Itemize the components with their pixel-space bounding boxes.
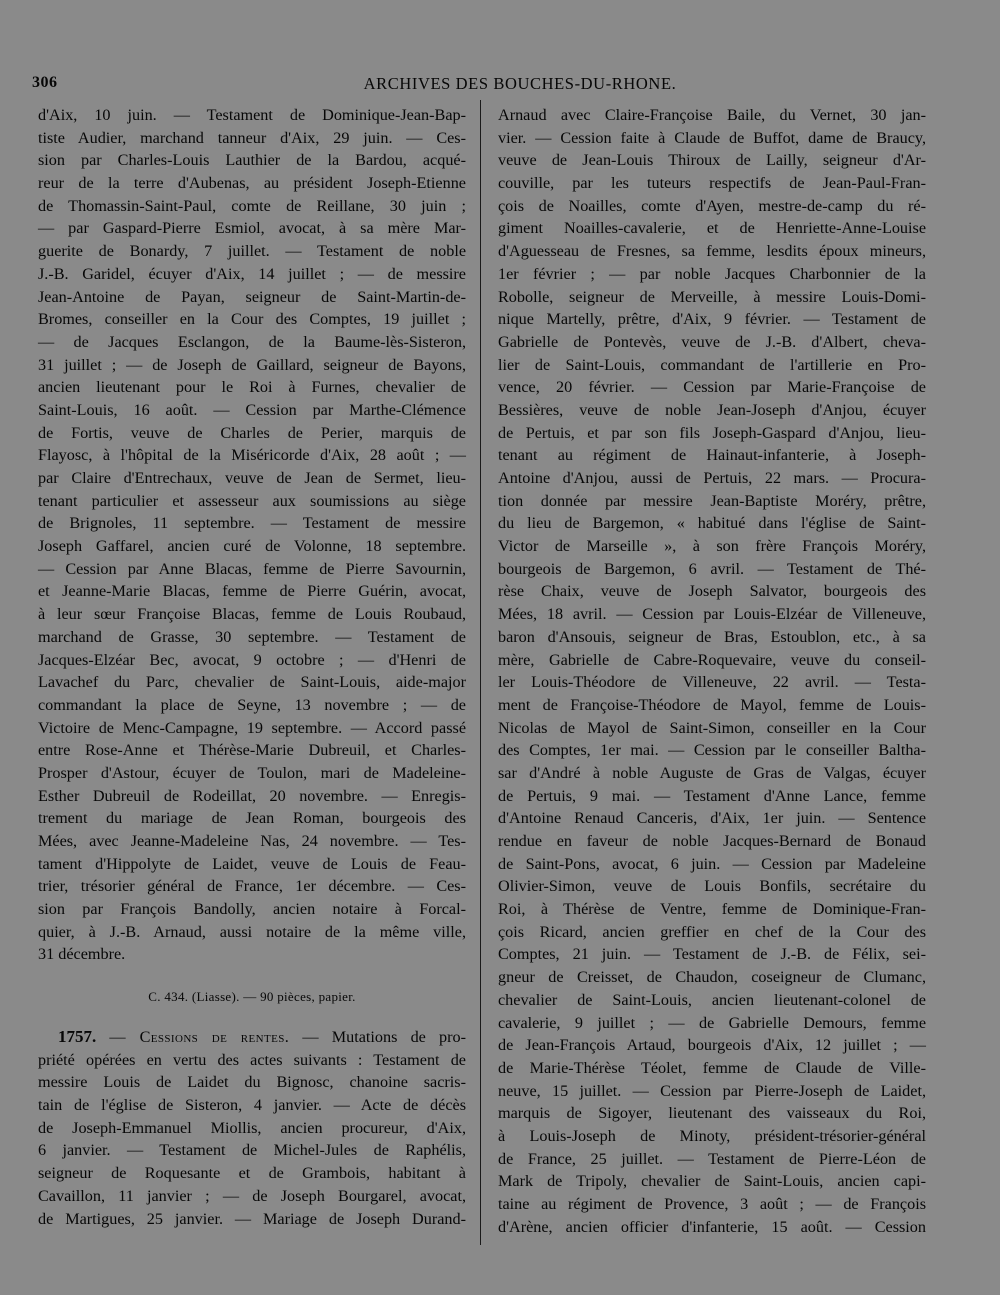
text-line: nique Martelly, prêtre, d'Aix, 9 février. — Testament de <box>498 310 926 329</box>
text-line: priété opérées en vertu des actes suivants : Testament de <box>38 1050 466 1069</box>
text-line: couville, par les tuteurs respectifs de Jean-Paul-Fran- <box>498 174 926 193</box>
text-line: giment Noailles-cavalerie, et de Henriette-Anne-Louise <box>498 219 926 238</box>
text-line: tenant au régiment de Hainaut-infanterie, à Joseph- <box>498 446 926 465</box>
text-line: marquis de Sigoyer, lieutenant des vaisseaux du Roi, <box>498 1104 926 1123</box>
text-line: bourgeois de Bargemon, 6 avril. — Testament de Thé- <box>498 559 926 578</box>
entry-heading-line <box>38 1026 466 1049</box>
text-line: Nicolas de Mayol de Saint-Simon, conseiller en la Cour <box>498 718 926 737</box>
text-line: ment de Françoise-Théodore de Mayol, femme de Louis- <box>498 695 926 714</box>
entry-title: — Cessions de rentes. <box>109 1028 290 1046</box>
entry-year: 1757. <box>58 1027 97 1046</box>
text-line: d'Antoine Renaud Canceris, d'Aix, 1er juin. — Sentence <box>498 809 926 828</box>
text-line: Antoine d'Anjou, aussi de Pertuis, 22 mars. — Procura- <box>498 469 926 487</box>
text-line: vier. — Cession faite à Claude de Buffot, dame de Braucy, <box>498 128 926 147</box>
text-line: de Fortis, veuve de Charles de Perier, marquis de <box>38 423 466 442</box>
text-line: Lavachef du Parc, chevalier de Saint-Louis, aide-major <box>38 673 466 692</box>
text-line: — par Gaspard-Pierre Esmiol, avocat, à sa mère Mar- <box>38 219 466 238</box>
text-line: trement du mariage de Jean Roman, bourgeois des <box>38 809 466 828</box>
text-line: par Claire d'Entrechaux, veuve de Jean de Sermet, lieu- <box>38 469 466 487</box>
text-line: sion par Charles-Louis Lauthier de la Bardou, acqué- <box>38 151 466 170</box>
text-line: çois de Noailles, comte d'Ayen, mestre-de-camp du ré- <box>498 196 926 215</box>
text-line: — Cession par Anne Blacas, femme de Pierre Savournin, <box>38 559 466 578</box>
left-column-entry <box>38 1026 466 1230</box>
text-line: Olivier-Simon, veuve de Louis Bonfils, secrétaire du <box>498 877 926 896</box>
text-line: ancien lieutenant pour le Roi à Furnes, chevalier de <box>38 378 466 397</box>
text-line: à Louis-Joseph de Minoty, président-trésorier-général <box>498 1126 926 1145</box>
text-line: de Jean-François Artaud, bourgeois d'Aix, 12 juillet ; — <box>498 1036 926 1055</box>
text-line: sion par François Bandolly, ancien notaire à Forcal- <box>38 900 466 919</box>
text-line: veuve de Jean-Louis Thiroux de Lailly, seigneur d'Ar- <box>498 151 926 170</box>
text-line: 31 juillet ; — de Joseph de Gaillard, seigneur de Bayons, <box>38 355 466 374</box>
text-line: Gabrielle de Pontevès, veuve de J.-B. d'Albert, cheva- <box>498 332 926 351</box>
text-line: Roi, à Thérèse de Ventre, femme de Dominique-Fran- <box>498 900 926 919</box>
text-line: çois Ricard, ancien greffier en chef de la Cour des <box>498 922 926 941</box>
text-line: de Pertuis, et par son fils Joseph-Gaspard d'Anjou, lieu- <box>498 423 926 442</box>
text-line: gneur de Creisset, de Chaudon, coseigneur de Clumanc, <box>498 968 926 987</box>
text-line: Robolle, seigneur de Merveille, à messire Louis-Domi- <box>498 287 926 306</box>
text-line: d'Aix, 10 juin. — Testament de Dominique-Jean-Bap- <box>38 106 466 124</box>
text-line: reur de la terre d'Aubenas, au président Joseph-Etienne <box>38 174 466 193</box>
text-line: 31 décembre. <box>38 945 126 964</box>
text-line: ler Louis-Théodore de Villeneuve, 22 avril. — Testa- <box>498 673 926 692</box>
text-line: taine au régiment de Provence, 3 août ; — de François <box>498 1195 926 1213</box>
text-line: de Brignoles, 11 septembre. — Testament de messire <box>38 514 466 533</box>
text-line: Mées, avec Jeanne-Madeleine Nas, 24 novembre. — Tes- <box>38 832 466 850</box>
text-line: de Joseph-Emmanuel Miollis, ancien procureur, d'Aix, <box>38 1118 466 1137</box>
left-column-text-b <box>38 1049 466 1231</box>
text-line: rèse Chaix, veuve de Joseph Salvator, bourgeois des <box>498 582 926 601</box>
text-line: 6 janvier. — Testament de Michel-Jules de Raphélis, <box>38 1141 466 1160</box>
text-line: tion donnée par messire Jean-Baptiste Moréry, prêtre, <box>498 491 926 510</box>
text-line: et Jeanne-Marie Blacas, femme de Pierre Guérin, avocat, <box>38 582 466 601</box>
text-line: quier, à J.-B. Arnaud, aussi notaire de la même ville, <box>38 922 466 941</box>
text-line: Jacques-Elzéar Bec, avocat, 9 octobre ; — d'Henri de <box>38 650 466 669</box>
text-line: Bessières, veuve de noble Jean-Joseph d'Anjou, écuyer <box>498 400 926 419</box>
text-line: tament d'Hippolyte de Laidet, veuve de Louis de Feau- <box>38 854 466 873</box>
text-line: Victor de Marseille », à son frère François Moréry, <box>498 537 926 556</box>
text-line: cavalerie, 9 juillet ; — de Gabrielle Demours, femme <box>498 1013 926 1032</box>
text-line: guerite de Bonardy, 7 juillet. — Testament de noble <box>38 242 466 261</box>
text-line: rendue en faveur de noble Jacques-Bernard de Bonaud <box>498 832 926 850</box>
text-line: Saint-Louis, 16 août. — Cession par Marthe-Clémence <box>38 400 466 419</box>
article-reference: C. 434. (Liasse). — 90 pièces, papier. <box>148 989 356 1004</box>
text-line: du lieu de Bargemon, « habitué dans l'église de Saint- <box>498 514 926 533</box>
text-line: lier de Saint-Louis, commandant de l'artillerie en Pro- <box>498 355 926 374</box>
left-column <box>38 104 466 966</box>
text-line: d'Arène, ancien officier d'infanterie, 15 août. — Cession <box>498 1217 926 1236</box>
text-line: Mark de Tripoly, chevalier de Saint-Louis, ancien capi- <box>498 1172 926 1191</box>
text-line: Mées, 18 avril. — Cession par Louis-Elzéar de Villeneuve, <box>498 605 926 624</box>
text-line: trier, trésorier général de France, 1er décembre. — Ces- <box>38 877 466 896</box>
text-line: tiste Audier, marchand tanneur d'Aix, 29 juin. — Ces- <box>38 128 466 147</box>
text-line: messire Louis de Laidet du Bignosc, chanoine sacris- <box>38 1073 466 1092</box>
column-rule <box>480 100 481 1245</box>
text-line: à leur sœur Françoise Blacas, femme de Louis Roubaud, <box>38 605 466 624</box>
text-line: Joseph Gaffarel, ancien curé de Volonne, 18 septembre. <box>38 537 466 556</box>
text-line: Cavaillon, 11 janvier ; — de Joseph Bourgarel, avocat, <box>38 1186 466 1205</box>
text-line: Esther Dubreuil de Rodeillat, 20 novembre. — Enregis- <box>38 786 466 805</box>
text-line: marchand de Grasse, 30 septembre. — Testament de <box>38 627 466 646</box>
entry-first-line-rest: — Mutations de pro- <box>302 1028 466 1046</box>
text-line: mère, Gabrielle de Cabre-Roquevaire, veuve du conseil- <box>498 650 926 669</box>
text-line: Jean-Antoine de Payan, seigneur de Saint-Martin-de- <box>38 287 466 306</box>
text-line: commandant la place de Seyne, 13 novembre ; — de <box>38 695 466 714</box>
text-line: Comptes, 21 juin. — Testament de J.-B. de Félix, sei- <box>498 945 926 964</box>
text-line: baron d'Ansouis, seigneur de Bras, Estoublon, etc., à sa <box>498 627 926 646</box>
text-line: de Thomassin-Saint-Paul, comte de Reillane, 30 juin ; <box>38 196 466 215</box>
text-line: de Pertuis, 9 mai. — Testament d'Anne Lance, femme <box>498 786 926 805</box>
text-line: J.-B. Garidel, écuyer d'Aix, 14 juillet ; — de messire <box>38 264 466 283</box>
text-line: tain de l'église de Sisteron, 4 janvier. — Acte de décès <box>38 1096 466 1115</box>
running-title: ARCHIVES DES BOUCHES-DU-RHONE. <box>363 74 677 93</box>
text-line: chevalier de Saint-Louis, ancien lieutenant-colonel de <box>498 990 926 1009</box>
text-line: de France, 25 juillet. — Testament de Pierre-Léon de <box>498 1149 926 1168</box>
text-line: de Martigues, 25 janvier. — Mariage de Joseph Durand- <box>38 1209 466 1228</box>
text-line: 1er février ; — par noble Jacques Charbonnier de la <box>498 264 926 283</box>
text-line: des Comptes, 1er mai. — Cession par le conseiller Baltha- <box>498 741 926 760</box>
text-line: de Marie-Thérèse Téolet, femme de Claude de Ville- <box>498 1058 926 1077</box>
text-line: seigneur de Roquesante et de Grambois, habitant à <box>38 1164 466 1183</box>
text-line: sar d'André à noble Auguste de Gras de Valgas, écuyer <box>498 763 926 782</box>
text-line: Arnaud avec Claire-Françoise Baile, du Vernet, 30 jan- <box>498 106 926 124</box>
right-column-text <box>498 104 926 1238</box>
right-column <box>498 104 926 1238</box>
text-line: tenant particulier et assesseur aux soumissions au siège <box>38 491 466 510</box>
text-line: vence, 20 février. — Cession par Marie-Françoise de <box>498 378 926 397</box>
text-line: Flayosc, à l'hôpital de la Miséricorde d'Aix, 28 août ; — <box>38 446 466 465</box>
text-line: — de Jacques Esclangon, de la Baume-lès-Sisteron, <box>38 332 466 351</box>
text-line: entre Rose-Anne et Thérèse-Marie Dubreuil, et Charles- <box>38 741 466 760</box>
text-line: Bromes, conseiller en la Cour des Comptes, 19 juillet ; <box>38 310 466 329</box>
left-column-text-a <box>38 104 466 966</box>
text-line: de Saint-Pons, avocat, 6 juin. — Cession par Madeleine <box>498 854 926 873</box>
text-line: neuve, 15 juillet. — Cession par Pierre-Joseph de Laidet, <box>498 1081 926 1100</box>
text-line: d'Aguesseau de Fresnes, sa femme, lesdits époux mineurs, <box>498 242 926 261</box>
text-line: Victoire de Menc-Campagne, 19 septembre. — Accord passé <box>38 718 466 737</box>
page-number: 306 <box>32 74 58 91</box>
text-line: Prosper d'Astour, écuyer de Toulon, mari de Madeleine- <box>38 763 466 782</box>
